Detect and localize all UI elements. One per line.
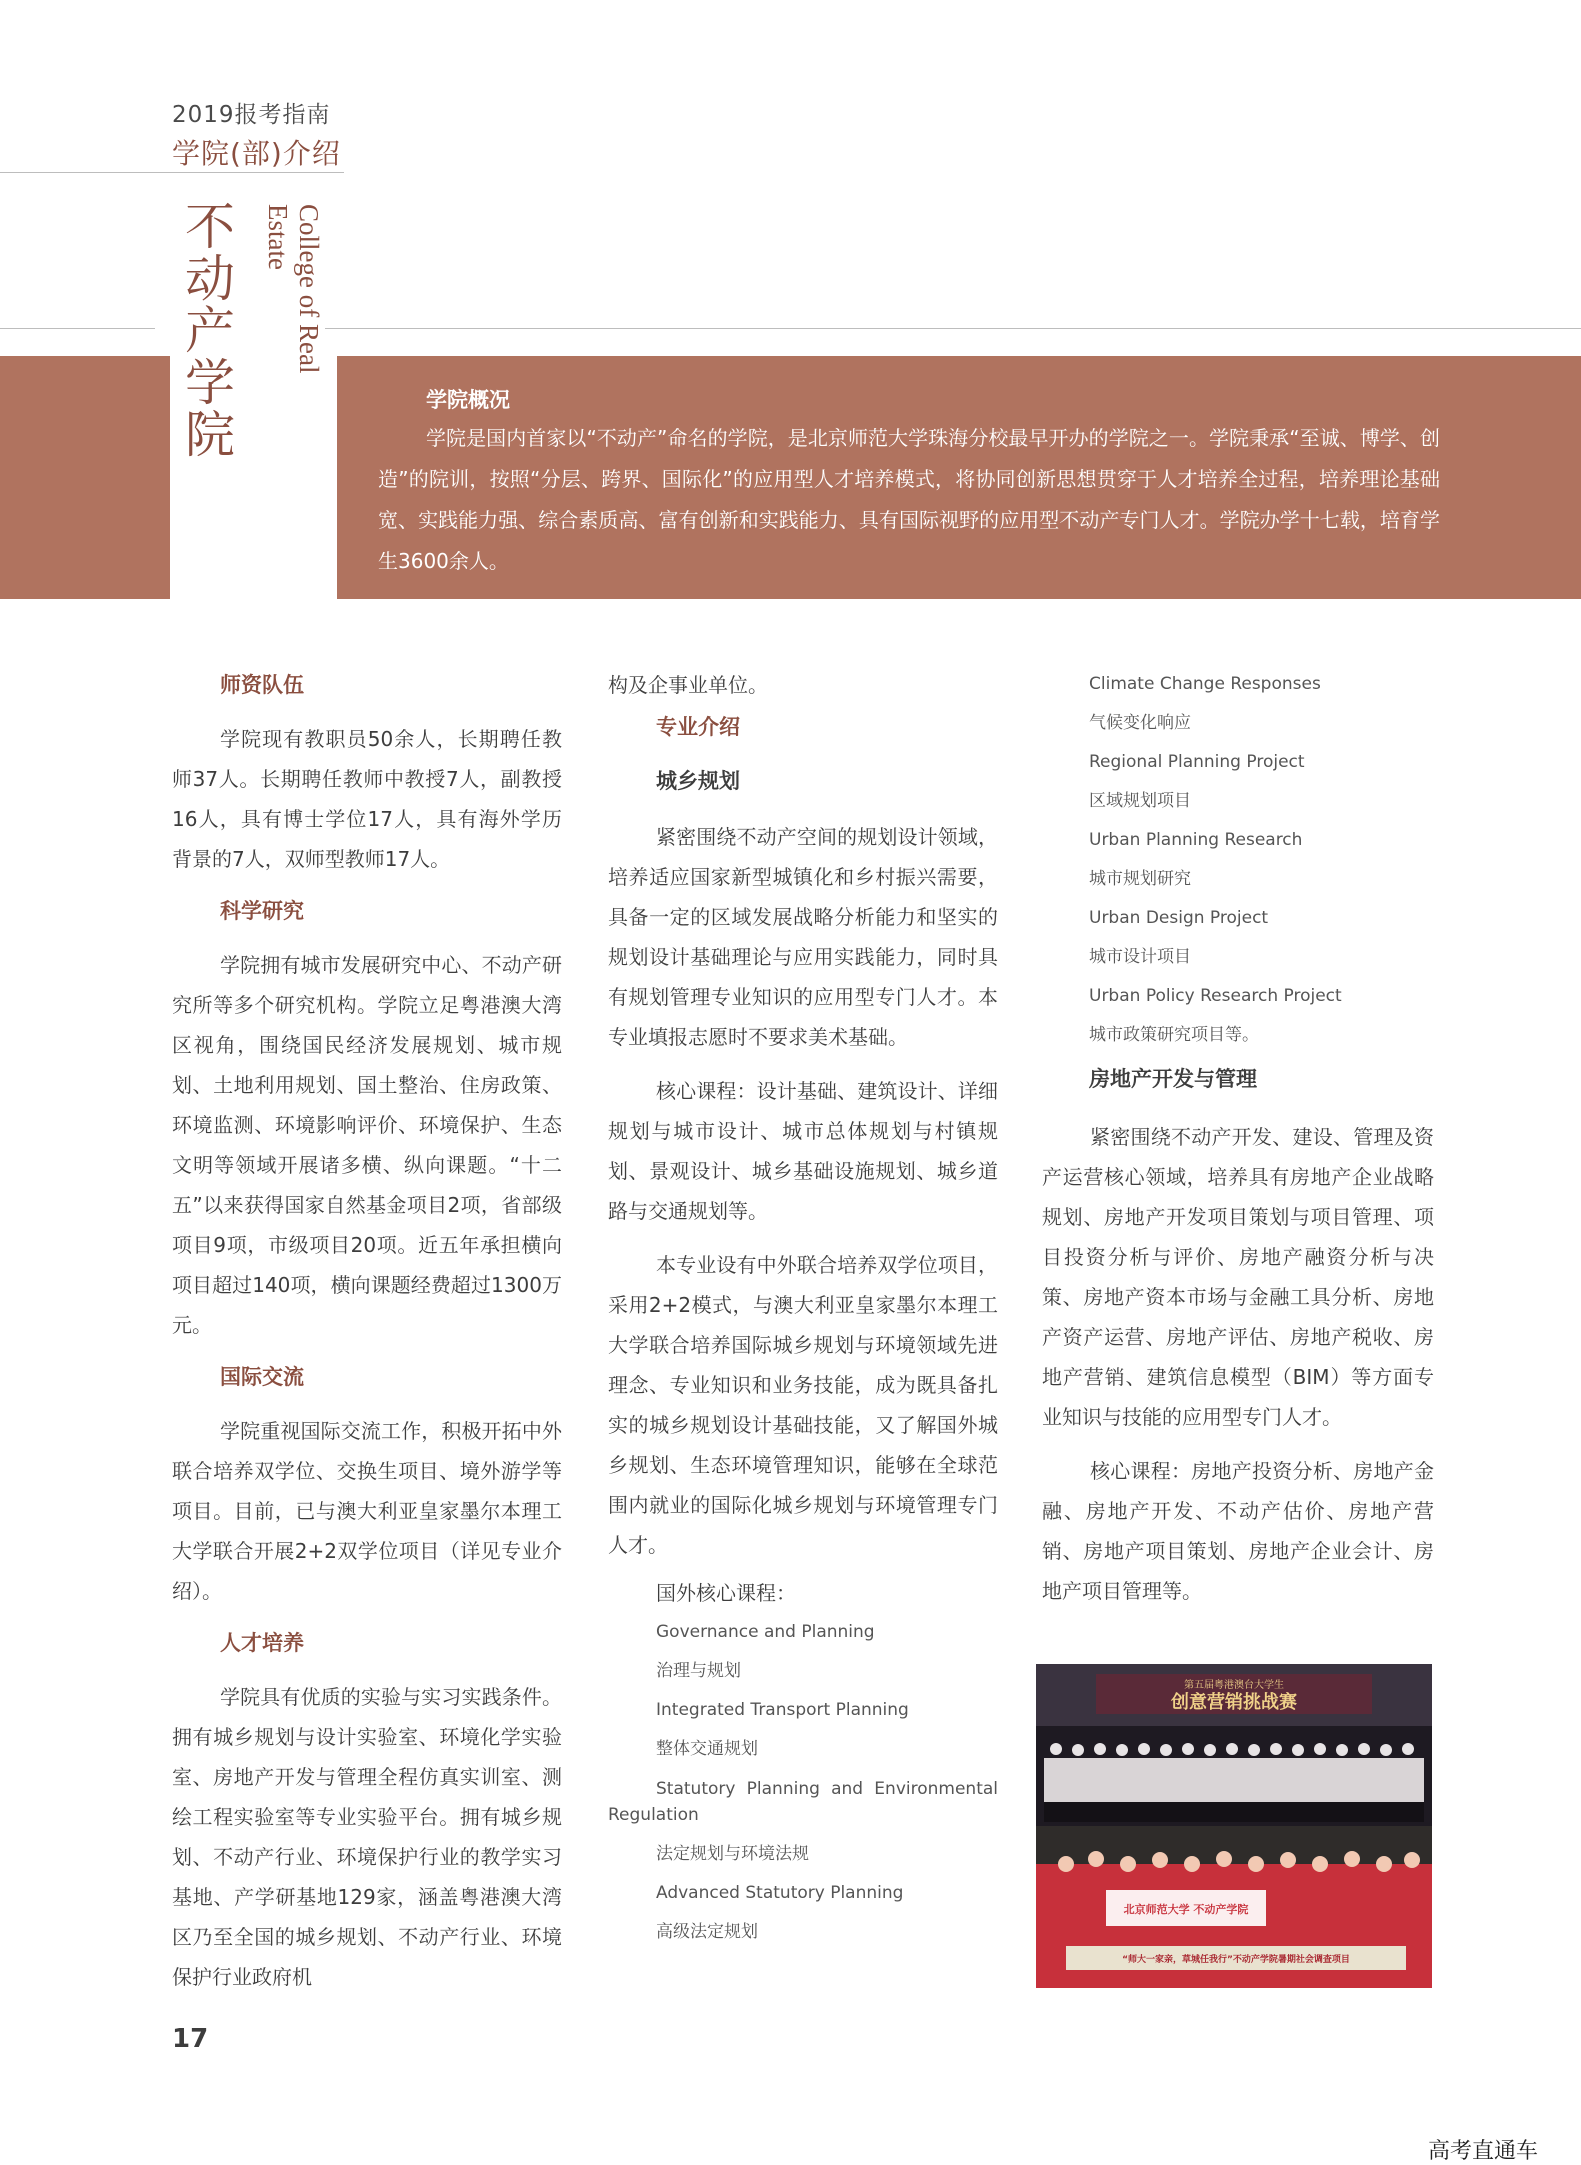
column-middle [608,665,998,1952]
talent-heading: 人才培养 [220,1631,304,1655]
section-title: 学院(部)介绍 [172,137,341,170]
column-right [1042,665,1434,1611]
international-body: 学院重视国际交流工作，积极开拓中外联合培养双学位、交换生项目、境外游学等项目。目前，已与澳大利亚皇家墨尔本理工大学联合开展2+2双学位项目（详见专业介绍）。 [172,1419,562,1603]
foreign-courses-label: 国外核心课程： [656,1581,796,1605]
course-item: Regional Planning Project [1089,752,1305,772]
guide-year-label: 2019报考指南 [172,102,331,128]
bottom-banner-text: “师大一家亲，草城任我行”不动产学院暑期社会调查项目 [1122,1955,1350,1965]
talent-body: 学院具有优质的实验与实习实践条件。拥有城乡规划与设计实验室、环境化学实验室、房地产开发与管理全程仿真实训室、测绘工程实验室等专业实验平台。拥有城乡规划、不动产行业、环境保护行业的教学实习基地、产学研基地129家，涵盖粤港澳大湾区乃至全国的城乡规划、不动产行业、环境保护行业政府机 [172,1685,562,1989]
column-left [172,665,562,1997]
course-item: Urban Design Project [1089,908,1269,928]
urban-planning-p2: 核心课程：设计基础、建筑设计、详细规划与城市设计、城市总体规划与村镇规划、景观设计、城乡基础设施规划、城乡道路与交通规划等。 [608,1079,998,1223]
real-estate-p1: 紧密围绕不动产开发、建设、管理及资产运营核心领域，培养具有房地产企业战略规划、房地产开发项目策划与项目管理、项目投资分析与评价、房地产融资分析与决策、房地产资本市场与金融工具分析、房地产资产运营、房地产评估、房地产税收、房地产营销、建筑信息模型（BIM）等方面专业知识与技能的应用型专门人才。 [1042,1125,1434,1429]
event-photo [1036,1664,1432,1988]
course-item: Statutory Planning and Environmental Regulation [608,1779,998,1825]
page-number: 17 [172,2024,209,2054]
majors-heading: 专业介绍 [656,715,740,739]
faculty-body: 学院现有教职员50余人，长期聘任教师37人。长期聘任教师中教授7人，副教授16人，具有博士学位17人，具有海外学历背景的7人，双师型教师17人。 [172,727,562,871]
college-name-en: College of Real Estate [263,204,324,374]
course-item: 气候变化响应 [1089,713,1191,733]
overview-heading: 学院概况 [426,388,510,412]
banner-big-text: 创意营销挑战赛 [1171,1692,1297,1713]
header-divider [0,172,344,173]
college-name-cn: 不动产学院 [177,200,235,460]
course-item: Climate Change Responses [1089,674,1321,694]
accent-band-left [0,356,170,599]
real-estate-p2: 核心课程：房地产投资分析、房地产金融、房地产开发、不动产估价、房地产营销、房地产项目策划、房地产企业会计、房地产项目管理等。 [1042,1459,1434,1603]
course-item: 区域规划项目 [1089,791,1191,811]
urban-planning-p3: 本专业设有中外联合培养双学位项目，采用2+2模式，与澳大利亚皇家墨尔本理工大学联合培养国际城乡规划与环境领域先进理念、专业知识和业务技能，成为既具备扎实的城乡规划设计基础技能，又了解国外城乡规划、生态环境管理知识，能够在全球范围内就业的国际化城乡规划与环境管理专门人才。 [608,1253,998,1557]
course-item: 高级法定规划 [656,1922,758,1942]
course-item: Advanced Statutory Planning [656,1883,904,1903]
course-item: 治理与规划 [656,1661,741,1681]
urban-planning-title: 城乡规划 [656,769,740,793]
course-item: Integrated Transport Planning [656,1700,909,1720]
flag-text: 北京师范大学 不动产学院 [1123,1903,1249,1916]
banner-small-text: 第五届粤港澳台大学生 [1184,1680,1284,1691]
real-estate-title: 房地产开发与管理 [1089,1067,1257,1091]
watermark: 高考直通车 [1428,2139,1539,2164]
urban-planning-p1: 紧密围绕不动产空间的规划设计领域，培养适应国家新型城镇化和乡村振兴需要，具备一定的区域发展战略分析能力和坚实的规划设计基础理论与应用实践能力，同时具有规划管理专业知识的应用型专门人才。本专业填报志愿时不要求美术基础。 [608,825,998,1049]
header-divider [0,328,155,329]
course-item: Urban Planning Research [1089,830,1303,850]
course-item: 整体交通规划 [656,1739,758,1759]
header-divider [325,328,1581,329]
international-heading: 国际交流 [220,1365,304,1389]
event-photo-graphic [1036,1664,1432,1988]
course-item: 城市政策研究项目等。 [1089,1025,1259,1045]
course-item: Governance and Planning [656,1622,875,1642]
overview-body: 学院是国内首家以“不动产”命名的学院，是北京师范大学珠海分校最早开办的学院之一。学院秉承“至诚、博学、创造”的院训，按照“分层、跨界、国际化”的应用型人才培养模式，将协同创新思想贯穿于人才培养全过程，培养理论基础宽、实践能力强、综合素质高、富有创新和实践能力、具有国际视野的应用型不动产专门人才。学院办学十七载，培育学生3600余人。 [378,426,1440,573]
course-item: Urban Policy Research Project [1089,986,1342,1006]
course-item: 法定规划与环境法规 [656,1844,809,1864]
research-heading: 科学研究 [220,899,304,923]
talent-continuation: 构及企事业单位。 [608,673,768,697]
course-item: 城市设计项目 [1089,947,1191,967]
course-item: 城市规划研究 [1089,869,1191,889]
faculty-heading: 师资队伍 [220,673,304,697]
research-body: 学院拥有城市发展研究中心、不动产研究所等多个研究机构。学院立足粤港澳大湾区视角，围绕国民经济发展规划、城市规划、土地利用规划、国土整治、住房政策、环境监测、环境影响评价、环境保护、生态文明等领域开展诸多横、纵向课题。“十二五”以来获得国家自然基金项目2项，省部级项目9项，市级项目20项。近五年承担横向项目超过140项，横向课题经费超过1300万元。 [172,953,562,1337]
